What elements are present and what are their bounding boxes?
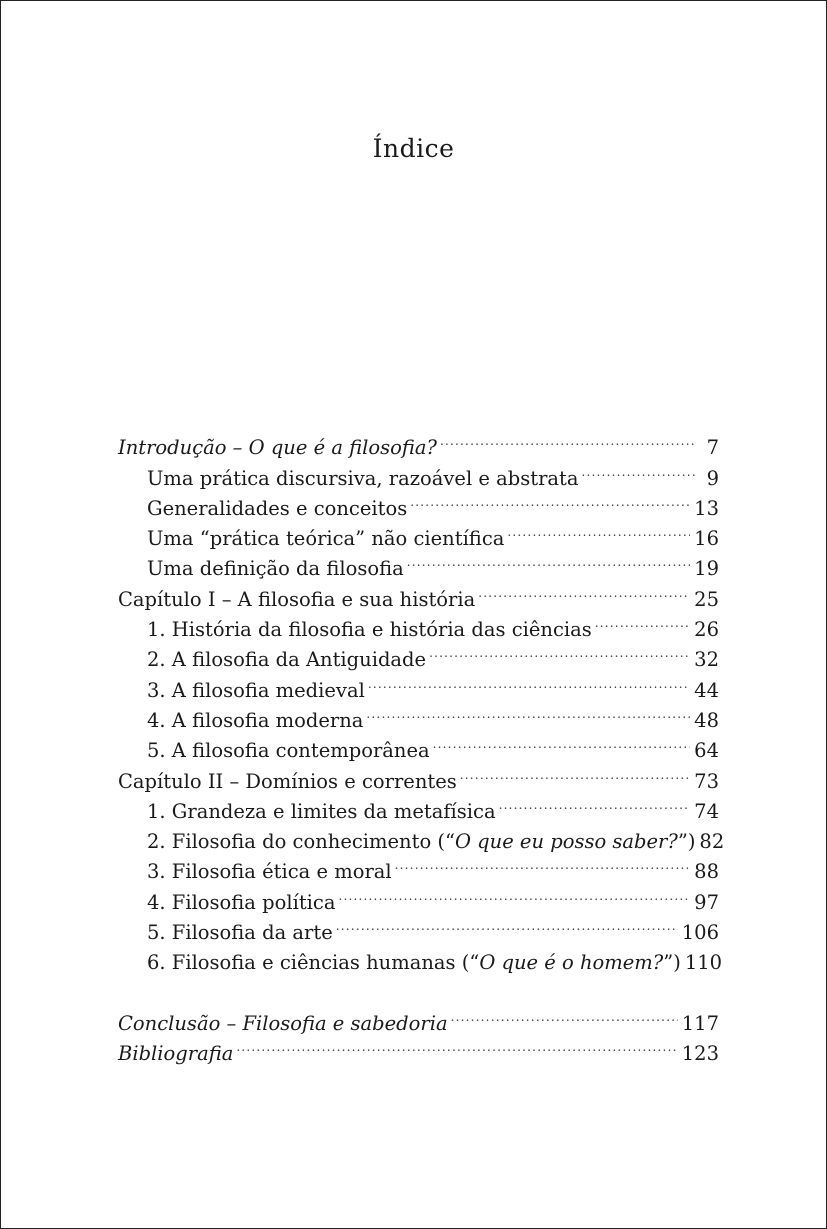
toc-entry-page-number: 74 <box>694 799 719 823</box>
toc-entry-page-number: 44 <box>694 678 719 702</box>
toc-entry-page-number: 25 <box>694 587 719 611</box>
toc-entry-label-part: 1. Grandeza e limites da metafísica <box>147 799 496 823</box>
toc-entry-page-number: 88 <box>694 860 719 884</box>
toc-entry-label <box>147 676 365 706</box>
toc-entry-label-part: Capítulo I – A filosofia e sua história <box>118 587 476 611</box>
toc-entry-label <box>118 433 437 463</box>
toc-entry-label <box>147 918 333 948</box>
toc-entry-label-part: Generalidades e conceitos <box>147 496 408 520</box>
dot-leader <box>366 697 690 727</box>
dot-leader <box>507 515 690 545</box>
table-of-contents <box>118 424 725 1066</box>
dot-leader <box>410 485 690 515</box>
toc-entry-page-number: 32 <box>694 648 719 672</box>
toc-entry-label <box>147 736 430 766</box>
dot-leader <box>478 575 690 605</box>
toc-entry-label-part: Uma definição da filosofia <box>147 557 404 581</box>
dot-leader <box>440 424 695 454</box>
toc-entry-page-number: 82 <box>699 830 725 854</box>
toc-entry-page-number: 7 <box>706 436 719 460</box>
toc-entry-page-number: 97 <box>694 890 719 914</box>
toc-entry-label <box>147 494 407 524</box>
toc-entry-label <box>147 797 496 827</box>
dot-leader <box>582 454 696 484</box>
toc-entry-page-number: 73 <box>694 769 719 793</box>
toc-entry-label-part: 5. A filosofia contemporânea <box>147 739 430 763</box>
dot-leader <box>429 636 690 666</box>
toc-entry-page-number: 26 <box>694 618 719 642</box>
dot-leader <box>336 909 678 939</box>
toc-entry-label <box>118 1039 233 1069</box>
dot-leader <box>338 878 690 908</box>
toc-entry-label-part: ”) <box>677 830 696 854</box>
toc-entry-page-number: 117 <box>681 1012 719 1036</box>
toc-entry-label <box>147 554 404 584</box>
toc-entry-label-part: O que eu posso saber? <box>454 830 678 854</box>
toc-entry-page-number: 9 <box>706 466 719 490</box>
toc-entry-page-number: 123 <box>681 1042 719 1066</box>
toc-entry <box>118 1000 719 1036</box>
dot-leader <box>407 545 690 575</box>
toc-entry-label <box>147 948 681 978</box>
toc-entry-page-number: 106 <box>681 921 719 945</box>
toc-entry-page-number: 19 <box>694 557 719 581</box>
toc-entry-label-part: Conclusão – Filosofia e sabedoria <box>118 1012 448 1036</box>
toc-entry-label-part: Capítulo II – Domínios e correntes <box>118 769 457 793</box>
toc-title: Índice <box>372 134 455 163</box>
toc-entry-label-part: 3. A filosofia medieval <box>147 678 365 702</box>
dot-leader <box>433 727 691 757</box>
toc-entry-label <box>118 767 457 797</box>
toc-entry-page-number: 110 <box>684 951 723 975</box>
toc-entry-label <box>118 585 475 615</box>
toc-entry-label-part: 2. A filosofia da Antiguidade <box>147 648 427 672</box>
toc-entry-label-part: O que é o homem? <box>479 951 664 975</box>
toc-entry-label-part: Bibliografia <box>118 1042 234 1066</box>
dot-leader <box>595 606 690 636</box>
toc-entry-label-part: Uma “prática teórica” não científica <box>147 527 505 551</box>
toc-entry-label-part: 6. Filosofia e ciências humanas (“ <box>147 951 480 975</box>
toc-entry-label <box>147 706 363 736</box>
toc-entry-label <box>147 888 335 918</box>
toc-entry-page-number: 16 <box>694 527 719 551</box>
toc-entry-label-part: Uma prática discursiva, razoável e abstrata <box>147 466 579 490</box>
toc-entry-label-part: 5. Filosofia da arte <box>147 921 333 945</box>
dot-leader <box>460 757 690 787</box>
toc-entry-label-part: 1. História da filosofia e história das ciências <box>147 618 592 642</box>
toc-entry-page-number: 64 <box>694 739 719 763</box>
toc-entry-label-part: ”) <box>663 951 681 975</box>
toc-entry-page-number: 48 <box>694 708 719 732</box>
toc-entry-label-part: 3. Filosofia ética e moral <box>147 860 392 884</box>
toc-entry-page-number: 13 <box>694 496 719 520</box>
dot-leader <box>451 1000 678 1030</box>
toc-entry <box>118 424 719 460</box>
dot-leader <box>499 788 691 818</box>
dot-leader <box>236 1030 677 1060</box>
toc-entry-label-part: Introdução – O que é a filosofia? <box>118 436 437 460</box>
toc-entry-label-part: 4. Filosofia política <box>147 890 336 914</box>
toc-entry-label-part: 2. Filosofia do conhecimento (“ <box>147 830 455 854</box>
toc-entry-label-part: 4. A filosofia moderna <box>147 708 364 732</box>
dot-leader <box>368 666 690 696</box>
dot-leader <box>395 848 691 878</box>
